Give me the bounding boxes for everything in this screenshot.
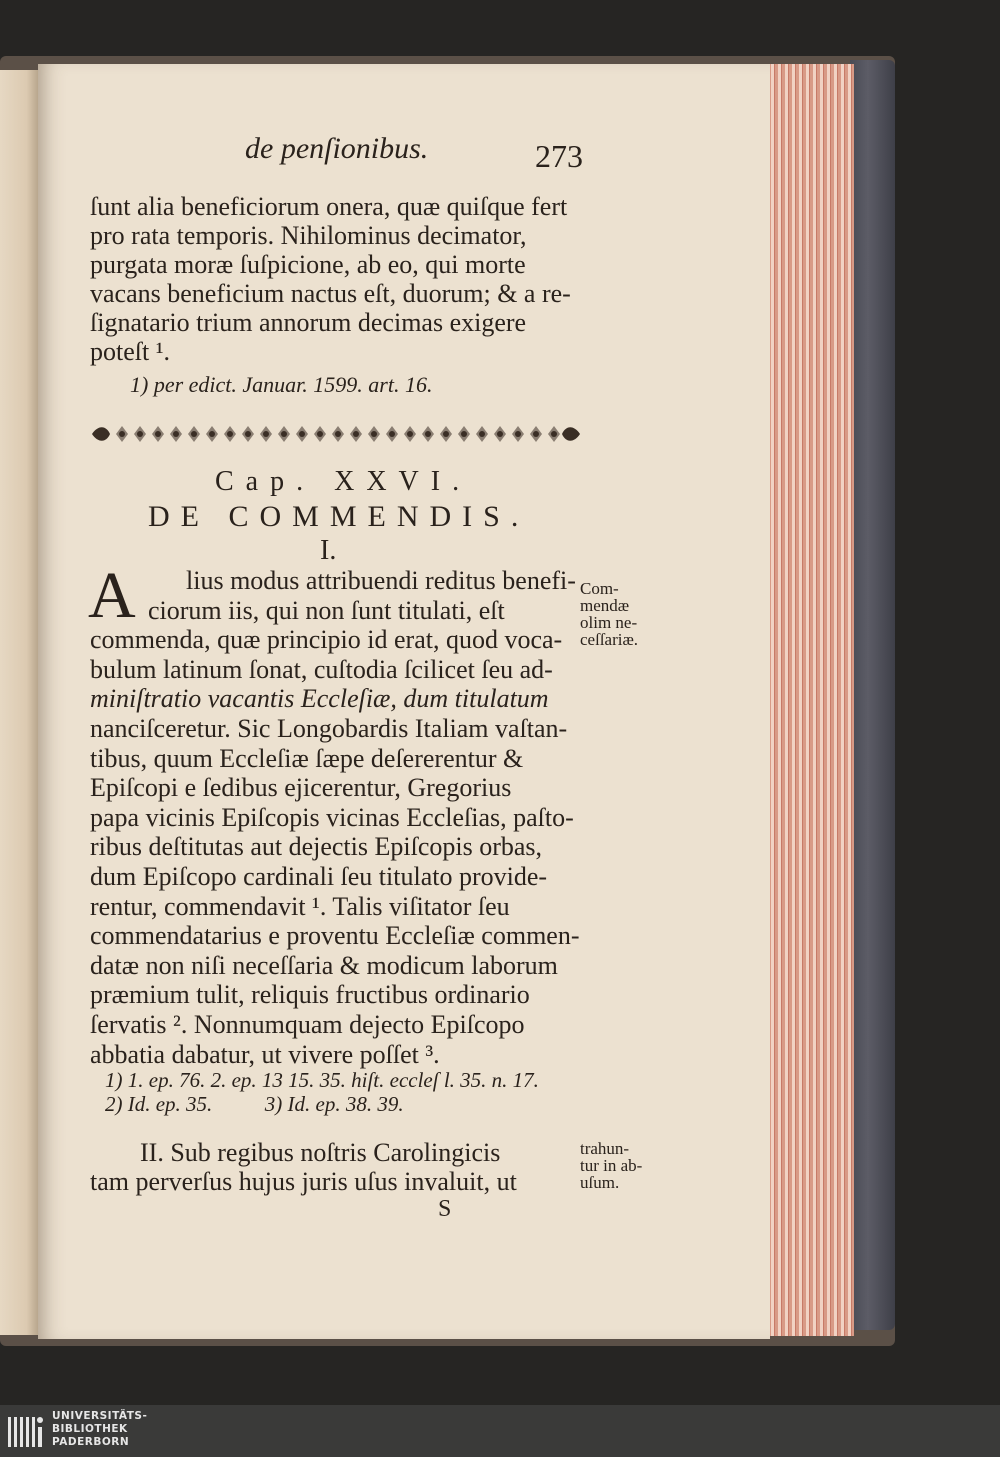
ornament-motif <box>404 426 416 442</box>
chapter-title: DE COMMENDIS. <box>148 500 530 533</box>
text-line: poteſt ¹. <box>90 337 171 366</box>
ornament-motif <box>350 426 362 442</box>
ornament-motif <box>242 426 254 442</box>
ornament-motif <box>332 426 344 442</box>
library-footer <box>0 1405 1000 1457</box>
text-line: ciorum iis, qui non ſunt titulati, eſt <box>148 595 505 625</box>
text-line: commendatarius e proventu Eccleſiæ commen- <box>90 921 580 951</box>
paragraph-line: tam perverſus hujus juris uſus invaluit, ut <box>90 1167 517 1196</box>
text-line: vacans beneficium nactus eſt, duorum; & a re- <box>90 279 571 308</box>
text-line: commenda, quæ principio id erat, quod voca- <box>90 625 563 655</box>
library-name-line: BIBLIOTHEK <box>52 1423 128 1435</box>
ornament-motif <box>224 426 236 442</box>
ornament-divider <box>90 423 582 445</box>
paragraph-continued <box>90 192 571 366</box>
text-line: ſervatis ². Nonnumquam dejecto Epiſcopo <box>90 1009 525 1039</box>
text-line: bulum latinum ſonat, cuſtodia ſcilicet ſeu ad- <box>90 654 553 684</box>
library-name <box>52 1410 147 1449</box>
margin-line: trahun- <box>580 1139 630 1158</box>
ornament-motif <box>494 426 506 442</box>
drop-cap: A <box>88 559 136 632</box>
margin-note <box>580 1140 642 1191</box>
text-line: ribus deſtitutas aut dejectis Epiſcopis orbas, <box>90 832 543 862</box>
text-line: nanciſceretur. Sic Longobardis Italiam vaſtan- <box>90 713 568 743</box>
ornament-motif <box>116 426 128 442</box>
margin-line: tur in ab- <box>580 1156 643 1175</box>
text-line: rentur, commendavit ¹. Talis viſitator ſeu <box>90 891 510 921</box>
ornament-motif <box>476 426 488 442</box>
page-number: 273 <box>535 138 583 174</box>
text-line: abbatia dabatur, ut vivere poſſet ³. <box>90 1039 440 1069</box>
chapter-number: Cap. XXVI. <box>215 466 472 497</box>
margin-line: olim ne- <box>580 613 638 632</box>
library-name-line: UNIVERSITÄTS- <box>52 1410 148 1422</box>
ornament-motif <box>422 426 434 442</box>
text-line: ſunt alia beneficiorum onera, quæ quiſque fert <box>90 192 568 221</box>
paragraph-start: II. Sub regibus noſtris Carolingicis <box>140 1138 501 1167</box>
text-line: papa vicinis Epiſcopis vicinas Eccleſias, paſto- <box>90 802 574 832</box>
ornament-motif <box>278 426 290 442</box>
book-spine <box>850 60 895 1330</box>
ornament-motif <box>314 426 326 442</box>
footnote-line: 2) Id. ep. 35. 3) Id. ep. 38. 39. <box>105 1092 404 1116</box>
text-line: datæ non niſi neceſſaria & modicum laborum <box>90 950 558 980</box>
ornament-motif <box>134 426 146 442</box>
footnote-line: 1) 1. ep. 76. 2. ep. 13 15. 35. hiſt. eccleſ l. 35. n. 17. <box>105 1068 539 1092</box>
ornament-motif <box>152 426 164 442</box>
ornament-motif <box>260 426 272 442</box>
section-number: I. <box>320 535 337 566</box>
ornament-motif <box>512 426 524 442</box>
ornament-motif <box>458 426 470 442</box>
text-line: tibus, quum Eccleſiæ ſæpe deſererentur & <box>90 743 524 773</box>
margin-line: Com- <box>580 579 619 598</box>
ornament-motif <box>206 426 218 442</box>
paragraph-commenda <box>88 559 580 1069</box>
ornament-motif <box>386 426 398 442</box>
library-logo-icon <box>8 1413 44 1449</box>
ornament-motif <box>188 426 200 442</box>
footnote: 1) per edict. Januar. 1599. art. 16. <box>130 372 433 397</box>
text-line: miniſtratio vacantis Eccleſiæ, dum titulatum <box>90 684 549 714</box>
margin-line: ceſſariæ. <box>580 630 639 649</box>
margin-note <box>580 580 638 648</box>
page-edges <box>768 64 854 1336</box>
ornament-motif <box>296 426 308 442</box>
running-head: de penſionibus. <box>245 132 429 165</box>
ornament-motif <box>548 426 560 442</box>
text-line: lius modus attribuendi reditus benefi- <box>186 566 576 595</box>
text-line: pro rata temporis. Nihilominus decimator, <box>90 221 527 250</box>
ornament-motif <box>368 426 380 442</box>
ornament-motif <box>170 426 182 442</box>
text-line: purgata moræ ſuſpicione, ab eo, qui morte <box>90 250 526 279</box>
text-line: præmium tulit, reliquis fructibus ordinario <box>90 980 530 1010</box>
signature-mark: S <box>438 1196 452 1222</box>
text-line: Epiſcopi e ſedibus ejicerentur, Gregorius <box>90 773 512 803</box>
footnotes <box>105 1068 539 1116</box>
ornament-motif <box>530 426 542 442</box>
margin-line: uſum. <box>580 1173 620 1192</box>
library-name-line: PADERBORN <box>52 1436 130 1448</box>
text-line: ſignatario trium annorum decimas exigere <box>90 308 527 337</box>
ornament-motif <box>440 426 452 442</box>
margin-line: mendæ <box>580 596 630 615</box>
left-page-edge <box>0 70 38 1335</box>
text-line: dum Epiſcopo cardinali ſeu titulato provide- <box>90 861 548 891</box>
